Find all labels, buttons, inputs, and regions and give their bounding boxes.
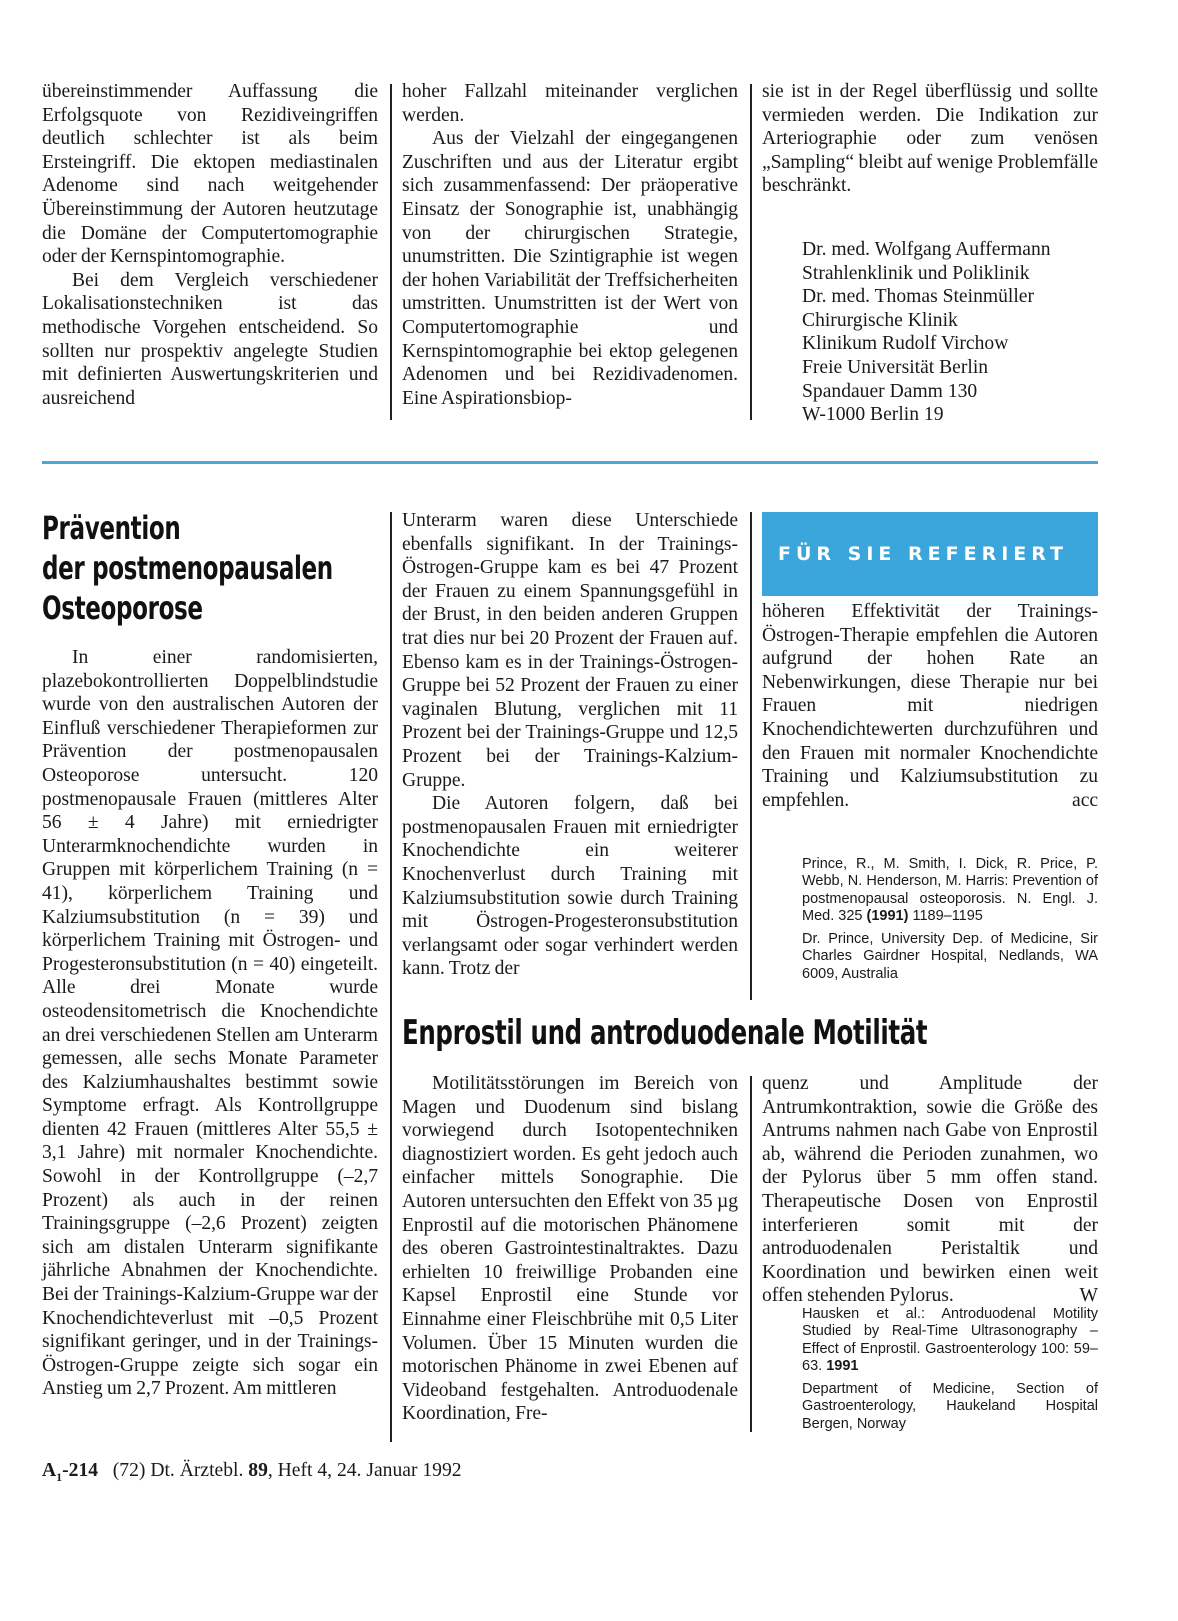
fuer-sie-referiert-banner — [762, 512, 1098, 596]
article2-citation — [802, 1306, 1098, 1375]
article1-citation — [802, 856, 1098, 925]
column-divider — [390, 84, 392, 420]
issue-date: , Heft 4, 24. Januar 1992 — [267, 1460, 462, 1481]
citation-text: Prince, R., M. Smith, I. Dick, R. Price, P. Webb, N. Henderson, M. Harris: Prevention of postmenopausal osteoporosis. N. Engl. J. Med. 325 — [802, 856, 1098, 924]
top-col3-paragraph: sie ist in der Regel überflüssig und sollte vermieden werden. Die Indikation zur Arteriographie oder zum venösen „Sampling“ bleibt auf wenige Problemfälle beschränkt. — [762, 81, 1098, 197]
author-line: W-1000 Berlin 19 — [802, 404, 944, 426]
section-divider — [42, 461, 1098, 464]
page-footer — [42, 1459, 462, 1489]
top-col1-paragraph-1: übereinstimmender Auffassung die Erfolgsquote von Rezidiveingriffen deutlich schlechter ist als beim Ersteingriff. Die ektopen mediastinalen Adenome sind nach weitgehender Übereinstimmung der Autoren heutzutage die Domäne der Computertomographie oder der Kernspintomographie. — [42, 81, 378, 268]
article2-col2-paragraph — [762, 1072, 1098, 1308]
author-line: Freie Universität Berlin — [802, 356, 989, 378]
article2-col2-text: quenz und Amplitude der Antrumkontraktion, sowie die Größe des Antrums nahmen nach Gabe von Enprostil ab, während die Perioden zunahmen, wo der Pylorus über 5 mm offen stand. Therapeutische Dosen von Enprostil interferieren somit mit der antroduodenalen Peristaltik und Koordination und bewirken einen weit offen stehenden Pylorus. — [762, 1073, 1098, 1307]
headline-line: der postmenopausalen — [42, 549, 333, 587]
article1-col2-paragraph-2: Die Autoren folgern, daß bei postmenopausalen Frauen mit erniedrigter Knochendichte ein weiterer Knochenverlust durch Training mit Kalziumsubstitution sowie durch Training mit Östrogen-Progesteronsubstitution verlangsamt oder sogar verhindert werden kann. Trotz der — [402, 793, 738, 980]
author-line: Klinikum Rudolf Virchow — [802, 333, 1009, 355]
article2-column-2 — [762, 1072, 1098, 1308]
article1-col3-paragraph — [762, 600, 1098, 812]
citation-pages: 1189–1195 — [908, 907, 983, 924]
author-line: Dr. med. Wolfgang Auffermann — [802, 239, 1051, 260]
article2-headline: Enprostil und antroduodenale Motilität — [402, 1013, 928, 1053]
top-col2-paragraph-2: Aus der Vielzahl der eingegangenen Zuschriften und aus der Literatur ergibt sich zusammenfassend: Der präoperative Einsatz der Sonographie ist, unabhängig von der chirurgischen Strategie, unumstritten. Die Szintigraphie ist wegen der hohen Variabilität der Treffsicherheiten umstritten. Unumstritten ist der Wert von Computertomographie und Kernspintomographie bei ektop gelegenen Adenomen und bei Rezidivadenomen. Eine Aspirationsbiop- — [402, 128, 738, 409]
author-address-block — [802, 238, 1051, 427]
article2-correspondence-address: Department of Medicine, Section of Gastroenterology, Haukeland Hospital Bergen, Norway — [802, 1381, 1098, 1432]
article1-column-2 — [402, 509, 738, 981]
article1-column-3 — [762, 600, 1098, 812]
page-number: $A_1-214$ — [42, 1460, 99, 1484]
author-line: Dr. med. Thomas Steinmüller — [802, 286, 1035, 308]
headline-line: Prävention — [42, 509, 181, 547]
headline-line: Osteoporose — [42, 589, 203, 627]
column-divider — [390, 512, 392, 1442]
column-divider — [750, 1076, 752, 1432]
author-line: Spandauer Damm 130 — [802, 380, 978, 402]
top-column-1 — [42, 80, 378, 410]
citation-text: Hausken et al.: Antroduodenal Motility Studied by Real-Time Ultrasonography – Effect of Enprostil. Gastroenterology 100: 59–63. — [802, 1306, 1098, 1374]
article1-col3-text: höheren Effektivität der Trainings-Östrogen-Therapie empfehlen die Autoren aufgrund der hohen Rate an Nebenwirkungen, diese Therapie nur bei Frauen mit niedrigen Knochendichtewerten durchzuführen und den Frauen mit normaler Knochendichte Training und Kalziumsubstitution zu empfehlen. — [762, 601, 1098, 811]
top-col2-paragraph-1: hoher Fallzahl miteinander verglichen werden. — [402, 81, 738, 126]
article1-reference — [802, 856, 1098, 989]
column-divider — [750, 84, 752, 420]
top-column-2 — [402, 80, 738, 410]
banner-label: FÜR SIE REFERIERT — [778, 543, 1068, 565]
top-col1-paragraph-2: Bei dem Vergleich verschiedener Lokalisationstechniken ist das methodische Vorgehen entscheidend. So sollten nur prospektiv angelegte Studien mit definierten Auswertungskriterien und ausreichend — [42, 269, 378, 409]
citation-year: (1991) — [866, 907, 909, 924]
article1-col2-paragraph-1: Unterarm waren diese Unterschiede ebenfalls signifikant. In der Trainings-Östrogen-Gruppe kam es bei 47 Prozent der Frauen zu einem Spannungsgefühl in der Brust, in den beiden anderen Gruppen trat dies nur bei 20 Prozent der Frauen auf. Ebenso kam es in der Trainings-Östrogen-Gruppe bei 52 Prozent der Frauen zu einer vaginalen Blutung, verglichen mit 11 Prozent bei der Trainings-Gruppe und 12,5 Prozent bei der Trainings-Kalzium-Gruppe. — [402, 510, 738, 791]
article2-col1-paragraph: Motilitätsstörungen im Bereich von Magen und Duodenum sind bislang vorwiegend durch Isotopentechniken diagnostiziert worden. Es geht jedoch auch einfacher mittels Sonographie. Die Autoren untersuchten den Effekt von 35 µg Enprostil auf die motorischen Phänomene des oberen Gastrointestinaltraktes. Dazu erhielten 10 freiwillige Probanden eine Kapsel Enprostil eine Stunde vor Einnahme einer Fleischbrühe mit 0,5 Liter Volumen. Über 15 Minuten wurden die motorischen Phänome in zwei Ebenen auf Videoband festgehalten. Antroduodenale Koordination, Fre- — [402, 1073, 738, 1425]
column-divider — [750, 512, 752, 1000]
volume-number: 89 — [248, 1460, 268, 1481]
article1-correspondence-address: Dr. Prince, University Dep. of Medicine, Sir Charles Gairdner Hospital, Nedlands, WA 6009, Australia — [802, 931, 1098, 982]
author-line: Strahlenklinik und Poliklinik — [802, 262, 1030, 284]
article2-column-1 — [402, 1072, 738, 1426]
article2-signature: W — [1079, 1285, 1098, 1307]
article2-reference — [802, 1306, 1098, 1439]
article1-column-1 — [42, 646, 378, 1401]
article1-col1-paragraph: In einer randomisierten, plazebokontrollierten Doppelblindstudie wurde von den australischen Autoren der Einfluß verschiedener Therapieformen zur Prävention der postmenopausalen Osteoporose untersucht. 120 postmenopausale Frauen (mittleres Alter 56 ± 4 Jahre) mit erniedrigter Unterarmknochendichte wurden in Gruppen mit körperlichem Training (n = 41), körperlichem Training und Kalziumsubstitution (n = 39) und körperlichem Training mit Östrogen- und Progesteronsubstitution (n = 40) eingeteilt. Alle drei Monate wurde osteodensitometrisch die Knochendichte an drei verschiedenen Stellen am Unterarm gemessen, alle sechs Monate Parameter des Kalziumhaushaltes bestimmt sowie Symptome erfragt. Als Kontrollgruppe dienten 42 Frauen (mittleres Alter 55,5 ± 3,1 Jahre) mit normaler Knochendichte. Sowohl in der Kontrollgruppe (–2,7 Prozent) als auch in der reinen Trainingsgruppe (–2,6 Prozent) zeigten sich am distalen Unterarm signifikante jährliche Abnahmen der Knochendichte. Bei der Trainings-Kalzium-Gruppe war der Knochendichteverlust mit –0,5 Prozent signifikant geringer, und in der Trainings-Östrogen-Gruppe zeigte sich sogar ein Anstieg um 2,7 Prozent. Am mittleren — [42, 647, 378, 1400]
article1-signature: acc — [1072, 789, 1098, 811]
journal-reference: (72) Dt. Ärztebl. — [112, 1460, 249, 1481]
citation-year: 1991 — [826, 1357, 859, 1374]
author-line: Chirurgische Klinik — [802, 309, 958, 331]
article1-headline — [42, 508, 333, 628]
top-column-3 — [762, 80, 1098, 198]
